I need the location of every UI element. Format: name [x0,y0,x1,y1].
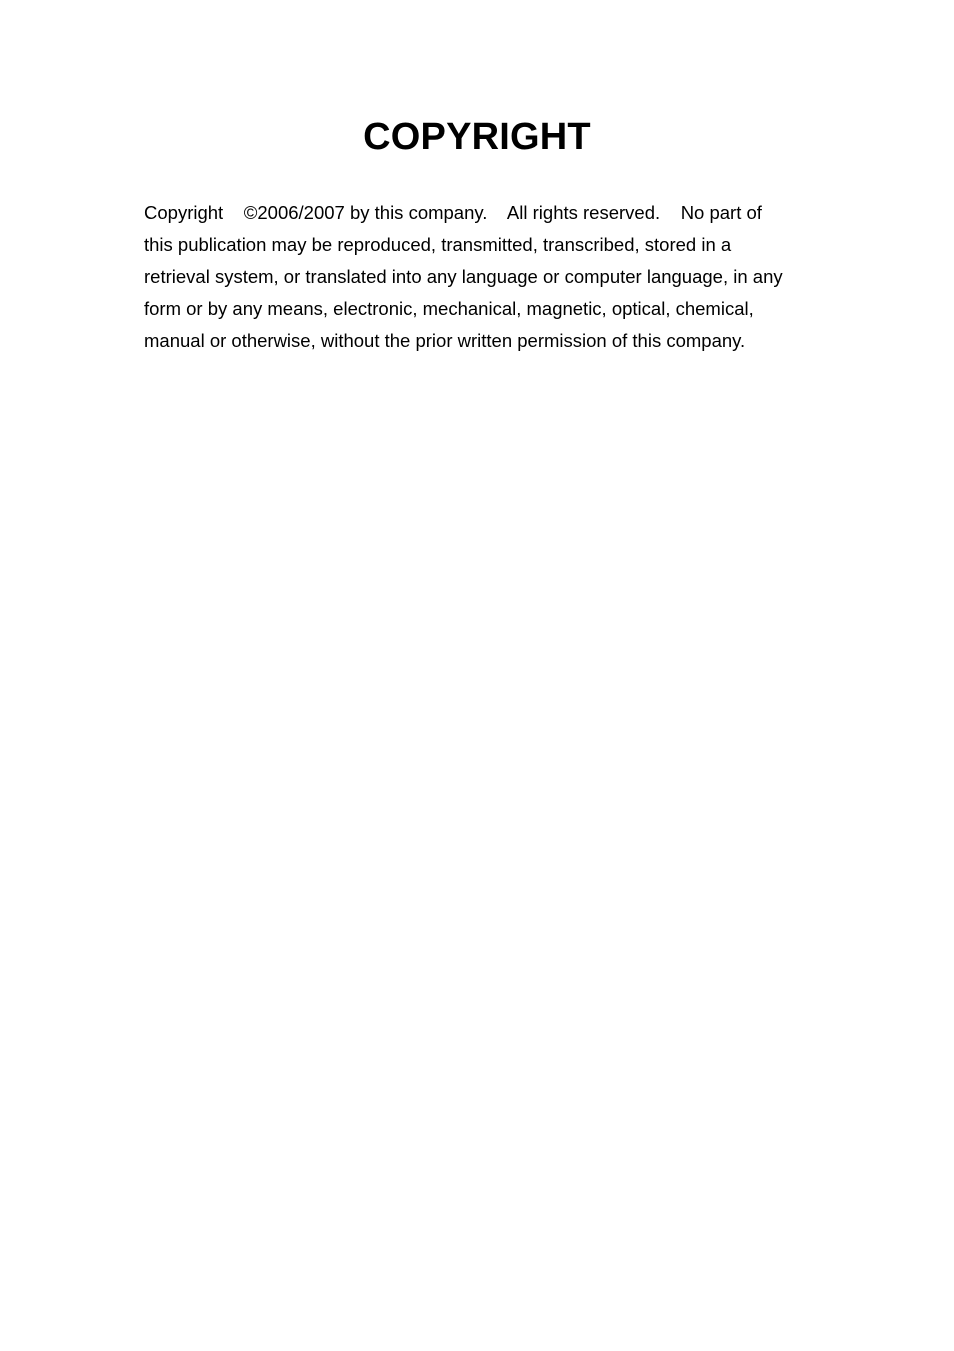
paragraph-line: manual or otherwise, without the prior written permission of this company. [144,330,746,351]
page-title: COPYRIGHT [363,116,591,158]
paragraph-line: this publication may be reproduced, transmitted, transcribed, stored in a [144,234,732,255]
copyright-paragraph [144,197,824,357]
paragraph-line: retrieval system, or translated into any language or computer language, in any [144,266,783,287]
paragraph-line: form or by any means, electronic, mechanical, magnetic, optical, chemical, [144,298,754,319]
paragraph-line: Copyright ©2006/2007 by this company. All rights reserved. No part of [144,202,762,223]
